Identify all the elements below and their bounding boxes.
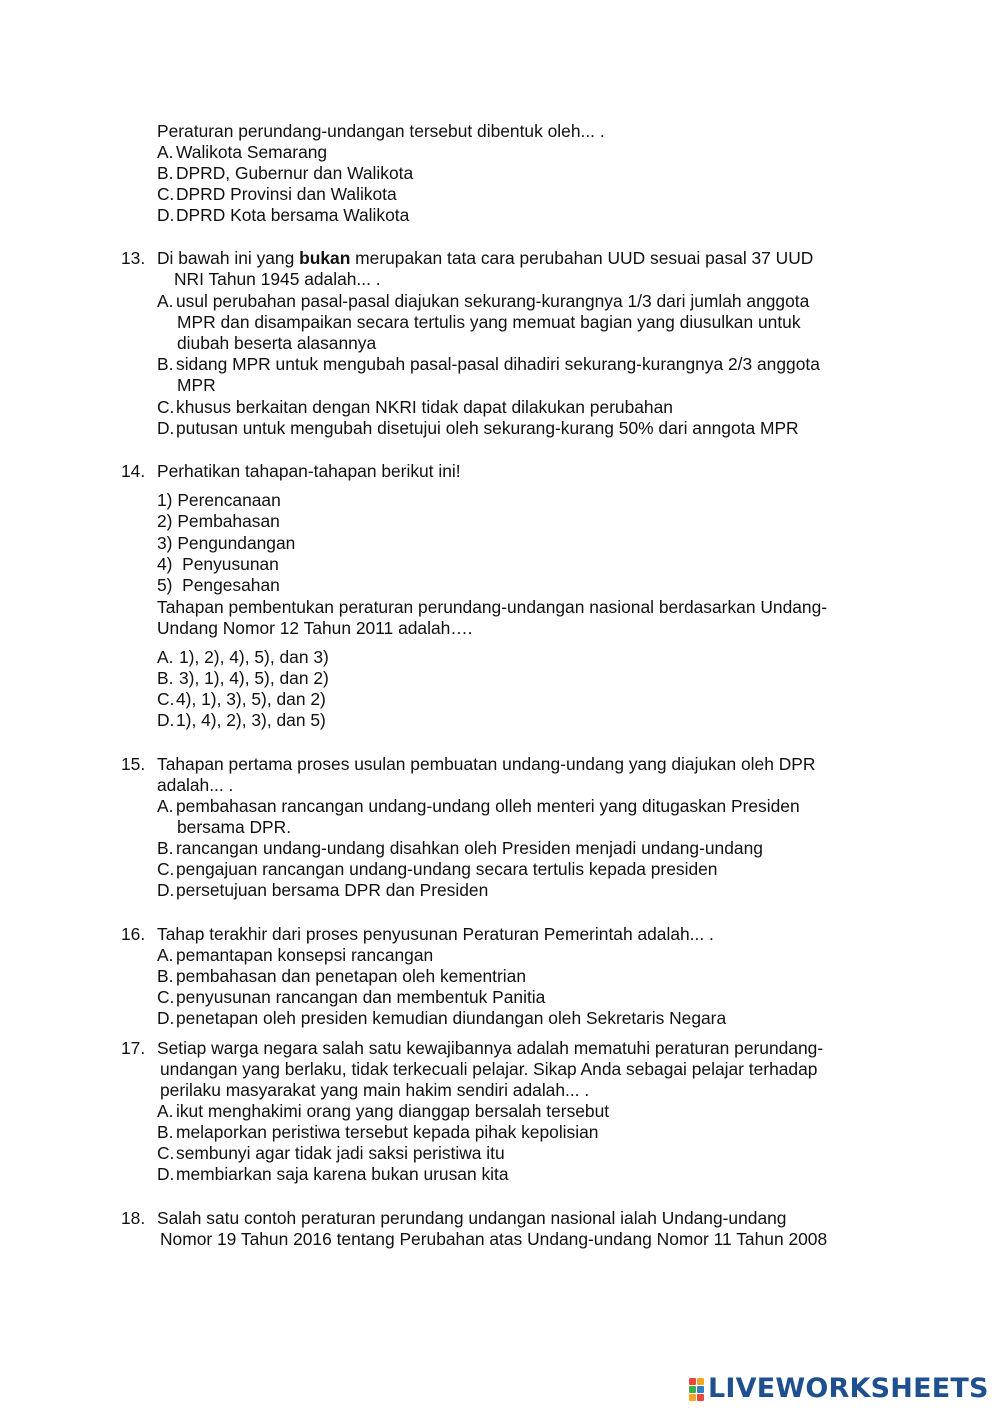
option-letter: A. bbox=[157, 291, 174, 311]
q18-question-line1: Salah satu contoh peraturan perundang undangan nasional ialah Undang-undang bbox=[157, 1208, 787, 1228]
q13-option-a-line2: MPR dan disampaikan secara tertulis yang memuat bagian yang diusulkan untuk bbox=[177, 312, 801, 332]
option-text: pemantapan konsepsi rancangan bbox=[176, 945, 434, 965]
option-text: 4), 1), 3), 5), dan 2) bbox=[176, 689, 326, 709]
q15-question-line1: Tahapan pertama proses usulan pembuatan undang-undang yang diajukan oleh DPR bbox=[157, 754, 816, 774]
q13-text-before: Di bawah ini yang bbox=[157, 248, 300, 268]
option-text: sidang MPR untuk mengubah pasal-pasal dihadiri sekurang-kurangnya 2/3 anggota bbox=[176, 354, 820, 374]
stage-number: 3) bbox=[157, 533, 173, 553]
q17-number: 17. bbox=[121, 1038, 146, 1058]
q17-question-line3: perilaku masyarakat yang main hakim sendiri adalah... . bbox=[160, 1080, 590, 1100]
q13-number: 13. bbox=[121, 248, 146, 268]
option-letter: C. bbox=[157, 859, 175, 879]
q13-question-line2: NRI Tahun 1945 adalah... . bbox=[174, 269, 381, 289]
q16-option-c[interactable] bbox=[157, 987, 545, 1008]
option-letter: D. bbox=[157, 205, 175, 225]
option-text: putusan untuk mengubah disetujui oleh sekurang-kurang 50% dari anngota MPR bbox=[176, 418, 799, 438]
option-text: DPRD, Gubernur dan Walikota bbox=[176, 163, 414, 183]
option-text: membiarkan saja karena bukan urusan kita bbox=[176, 1164, 509, 1184]
option-letter: D. bbox=[157, 418, 175, 438]
q14-stage-4 bbox=[157, 554, 279, 575]
q15-option-a-line2: bersama DPR. bbox=[177, 817, 292, 837]
q14-option-c[interactable] bbox=[157, 689, 326, 710]
option-text: ikut menghakimi orang yang dianggap bersalah tersebut bbox=[176, 1101, 610, 1121]
q14-stage-3 bbox=[157, 533, 295, 554]
q16-option-d[interactable] bbox=[157, 1008, 726, 1029]
option-letter: B. bbox=[157, 1122, 174, 1142]
q13-option-b[interactable] bbox=[157, 354, 820, 375]
q12-option-d[interactable] bbox=[157, 205, 409, 226]
liveworksheets-logo-text: LIVEWORKSHEETS bbox=[708, 1373, 989, 1405]
option-letter: B. bbox=[157, 838, 174, 858]
q16-option-b[interactable] bbox=[157, 966, 526, 987]
option-letter: A. bbox=[157, 647, 174, 667]
q14-number: 14. bbox=[121, 461, 146, 481]
q13-question-line1 bbox=[157, 248, 813, 269]
option-text: DPRD Provinsi dan Walikota bbox=[176, 184, 397, 204]
q14-question-line2: Undang Nomor 12 Tahun 2011 adalah…. bbox=[157, 618, 473, 638]
q13-option-a[interactable] bbox=[157, 291, 809, 312]
option-letter: A. bbox=[157, 1101, 174, 1121]
q14-question-line1: Tahapan pembentukan peraturan perundang-undangan nasional berdasarkan Undang- bbox=[157, 597, 828, 617]
stage-text: Pembahasan bbox=[177, 511, 280, 531]
q17-option-d[interactable] bbox=[157, 1164, 509, 1185]
option-letter: D. bbox=[157, 1164, 175, 1184]
q15-question-line2: adalah... . bbox=[157, 775, 234, 795]
q12-question: Peraturan perundang-undangan tersebut dibentuk oleh... . bbox=[157, 121, 605, 141]
option-text: Walikota Semarang bbox=[176, 142, 328, 162]
q17-question-line2: undangan yang berlaku, tidak terkecuali pelajar. Sikap Anda sebagai pelajar terhadap bbox=[160, 1059, 818, 1079]
stage-number: 4) bbox=[157, 554, 173, 574]
option-letter: A. bbox=[157, 142, 174, 162]
q15-option-a[interactable] bbox=[157, 796, 800, 817]
q12-option-a[interactable] bbox=[157, 142, 327, 163]
option-text: penetapan oleh presiden kemudian diundangan oleh Sekretaris Negara bbox=[176, 1008, 727, 1028]
stage-text: Pengundangan bbox=[177, 533, 296, 553]
liveworksheets-logo bbox=[689, 1374, 989, 1404]
option-text: 1), 2), 4), 5), dan 3) bbox=[179, 647, 329, 667]
option-letter: C. bbox=[157, 689, 175, 709]
q15-option-b[interactable] bbox=[157, 838, 763, 859]
q18-question-line2: Nomor 19 Tahun 2016 tentang Perubahan atas Undang-undang Nomor 11 Tahun 2008 bbox=[160, 1229, 828, 1249]
option-text: 3), 1), 4), 5), dan 2) bbox=[179, 668, 329, 688]
option-letter: D. bbox=[157, 880, 175, 900]
q17-option-a[interactable] bbox=[157, 1101, 609, 1122]
q13-option-a-line3: diubah beserta alasannya bbox=[177, 333, 377, 353]
q13-bold-word: bukan bbox=[299, 248, 351, 268]
q13-option-c[interactable] bbox=[157, 397, 673, 418]
q15-option-c[interactable] bbox=[157, 859, 717, 880]
stage-number: 1) bbox=[157, 490, 173, 510]
q13-text-after: merupakan tata cara perubahan UUD sesuai pasal 37 UUD bbox=[350, 248, 814, 268]
q12-option-c[interactable] bbox=[157, 184, 397, 205]
option-text: usul perubahan pasal-pasal diajukan sekurang-kurangnya 1/3 dari jumlah anggota bbox=[176, 291, 810, 311]
option-text: 1), 4), 2), 3), dan 5) bbox=[176, 710, 326, 730]
option-letter: B. bbox=[157, 163, 174, 183]
q17-option-b[interactable] bbox=[157, 1122, 598, 1143]
q14-stage-1 bbox=[157, 490, 281, 511]
q14-option-d[interactable] bbox=[157, 710, 326, 731]
stage-text: Perencanaan bbox=[177, 490, 281, 510]
option-letter: C. bbox=[157, 184, 175, 204]
q18-number: 18. bbox=[121, 1208, 146, 1228]
q14-stage-5 bbox=[157, 575, 280, 596]
stage-number: 5) bbox=[157, 575, 173, 595]
option-text: rancangan undang-undang disahkan oleh Presiden menjadi undang-undang bbox=[176, 838, 763, 858]
option-text: sembunyi agar tidak jadi saksi peristiwa itu bbox=[176, 1143, 505, 1163]
option-text: persetujuan bersama DPR dan Presiden bbox=[176, 880, 489, 900]
stage-text: Penyusunan bbox=[182, 554, 279, 574]
q14-intro: Perhatikan tahapan-tahapan berikut ini! bbox=[157, 461, 461, 481]
liveworksheets-mark-icon bbox=[689, 1378, 704, 1401]
option-letter: D. bbox=[157, 1008, 175, 1028]
option-text: DPRD Kota bersama Walikota bbox=[176, 205, 410, 225]
option-letter: B. bbox=[157, 668, 174, 688]
q17-option-c[interactable] bbox=[157, 1143, 505, 1164]
option-text: khusus berkaitan dengan NKRI tidak dapat dilakukan perubahan bbox=[176, 397, 673, 417]
q16-option-a[interactable] bbox=[157, 945, 433, 966]
option-letter: D. bbox=[157, 710, 175, 730]
option-text: penyusunan rancangan dan membentuk Panitia bbox=[176, 987, 546, 1007]
option-letter: C. bbox=[157, 397, 175, 417]
q15-number: 15. bbox=[121, 754, 146, 774]
option-letter: C. bbox=[157, 1143, 175, 1163]
q16-number: 16. bbox=[121, 924, 146, 944]
q14-option-b[interactable] bbox=[157, 668, 329, 689]
option-letter: B. bbox=[157, 966, 174, 986]
stage-number: 2) bbox=[157, 511, 173, 531]
q13-option-b-line2: MPR bbox=[177, 375, 216, 395]
option-letter: A. bbox=[157, 796, 174, 816]
q12-option-b[interactable] bbox=[157, 163, 413, 184]
q14-option-a[interactable] bbox=[157, 647, 329, 668]
option-letter: B. bbox=[157, 354, 174, 374]
q13-option-d[interactable] bbox=[157, 418, 799, 439]
q17-question-line1: Setiap warga negara salah satu kewajibannya adalah mematuhi peraturan perundang- bbox=[157, 1038, 824, 1058]
option-letter: C. bbox=[157, 987, 175, 1007]
q15-option-d[interactable] bbox=[157, 880, 488, 901]
q16-question: Tahap terakhir dari proses penyusunan Peraturan Pemerintah adalah... . bbox=[157, 924, 714, 944]
option-letter: A. bbox=[157, 945, 174, 965]
option-text: pembahasan dan penetapan oleh kementrian bbox=[176, 966, 527, 986]
stage-text: Pengesahan bbox=[182, 575, 280, 595]
q14-stage-2 bbox=[157, 511, 280, 532]
option-text: melaporkan peristiwa tersebut kepada pihak kepolisian bbox=[176, 1122, 599, 1142]
option-text: pembahasan rancangan undang-undang olleh menteri yang ditugaskan Presiden bbox=[176, 796, 800, 816]
option-text: pengajuan rancangan undang-undang secara tertulis kepada presiden bbox=[176, 859, 718, 879]
